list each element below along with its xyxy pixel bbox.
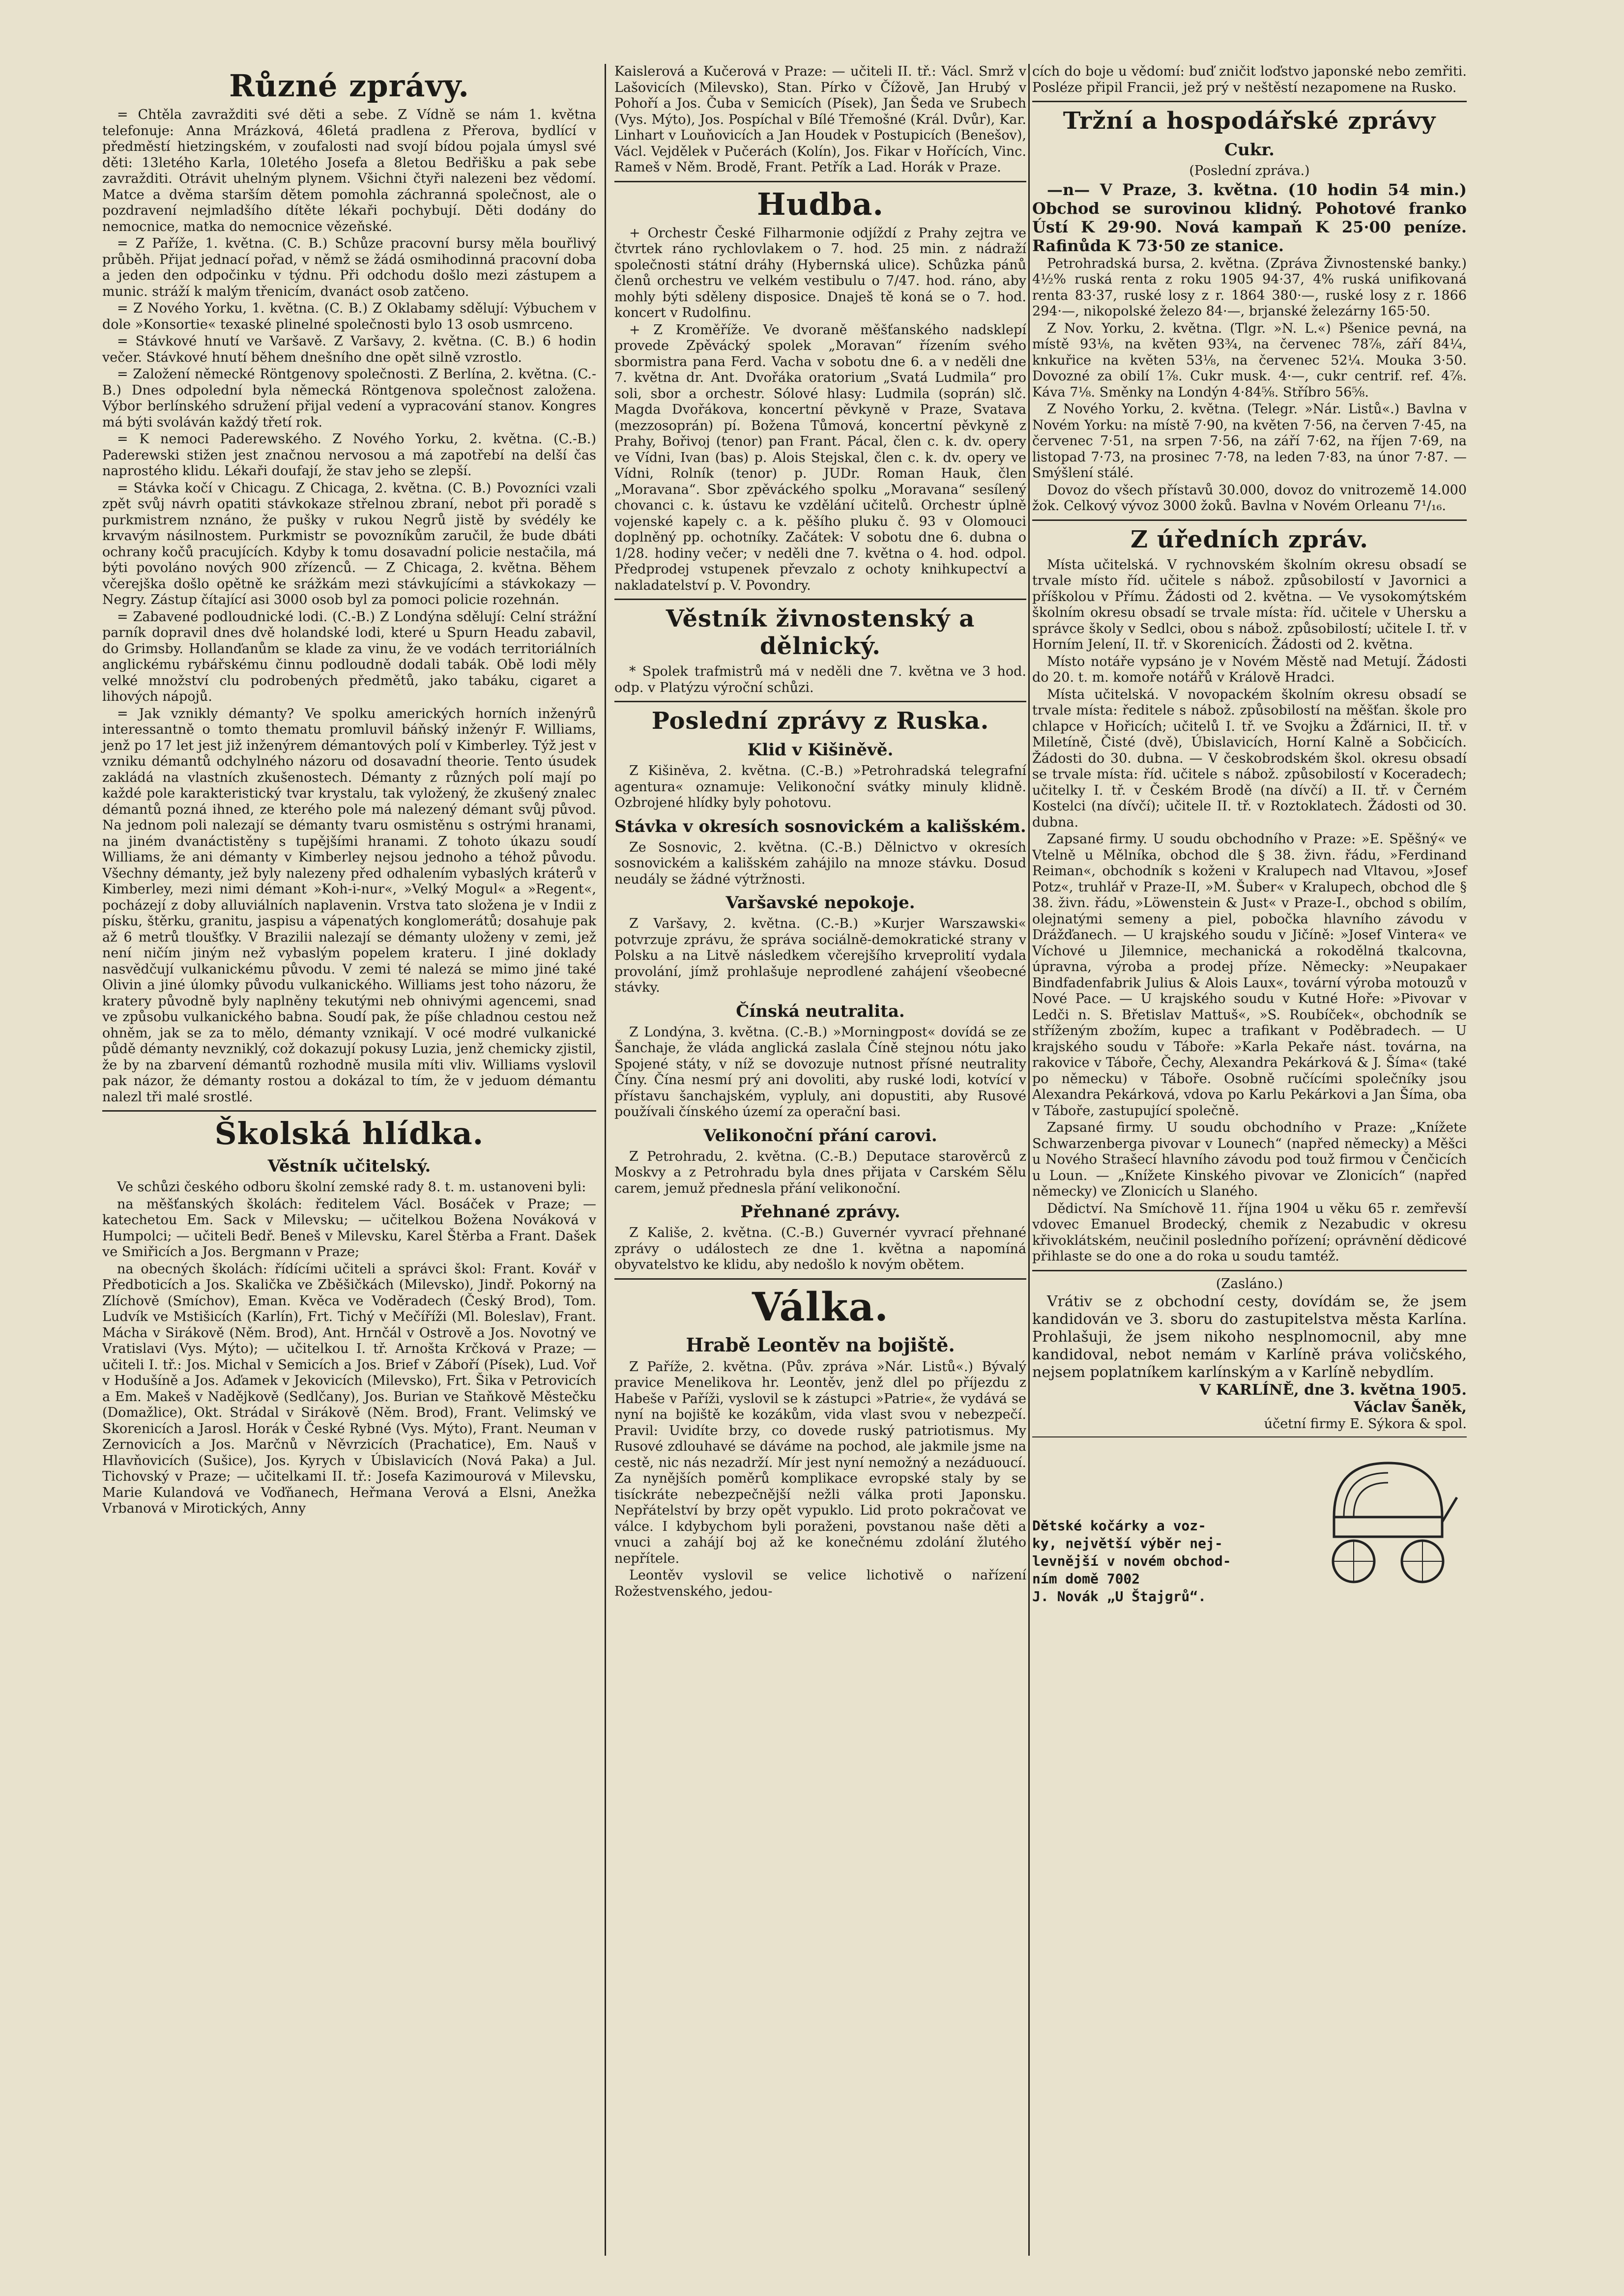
news-paragraph: Z Kišiněva, 2. května. (C.-B.) »Petrohradská telegrafní agentura« oznamuje: Velikonoční svátky minuly klidně. Ozbrojené hlídky byly pohotovu. bbox=[614, 763, 1026, 810]
section-title-posledni: Poslední zprávy z Ruska. bbox=[651, 707, 989, 735]
ad-line: ním domě 7002 bbox=[1032, 1570, 1140, 1587]
cukr-subtitle: (Poslední zpráva.) bbox=[1189, 163, 1310, 178]
section-title-hudba: Hudba. bbox=[756, 186, 884, 222]
article-paragraph: = Založení německé Röntgenovy společnosti. Z Berlína, 2. května. (C.-B.) Dnes odpolední byla německá Röntgenova společnost založena. Výbor berlínského sdružení přijal vedení a vypracování stanov. Kongres má býti svoláván každý třetí rok. bbox=[102, 367, 596, 430]
article-paragraph: Ve schůzi českého odboru školní zemské rady 8. t. m. ustanoveni byli: bbox=[117, 1179, 586, 1195]
news-headline: Klid v Kišiněvě. bbox=[747, 740, 894, 760]
article-paragraph: = Jak vznikly démanty? Ve spolku amerických horních inženýrů interessantně o tomto thematu promluvil báňský inženýr F. Williams, jenž po 17 let jest již inženýrem démantových polí v Kimberley. Týž jest v vzniku démantů odchylného názoru od dosavadní theorie. Tento úsudek zakládá na vlastních zkušenostech. Démanty z různých polí mají po každé pole karakteristický tvar krystalu, tak vyložený, že zkušený znalec démantů pozná ihned, ze kterého pole má nalezený démant svůj původ. Na jednom poli nalezají se démanty tvaru osmistěnu s ostrými hranami, na jiném dvanáctistěny s tupějšími hranami. Z tohoto úkazu soudí Williams, že ani démanty v Kimberley nejsou jednoho a téhož původu. Všechny démanty, jež byly nalezeny před odhalením vybaslých kráterů v Kimberley, mezi nimi démant »Koh-i-nur«, »Velký Mogul« a »Regent«, pocházejí z doby alluviálních naplavenin. Vrstva tato složena je v Indii z písku, štěrku, granitu, jaspisu a vápenatých konglomerátů; dosahuje pak až 6 metrů tloušťky. V Brazilii nalezají se démanty uloženy v zemi, jež není ničím jiným než vybaslým popelem krateru. I jiné doklady nasvědčují vulkanickému původu. V zemi té nalezá se mimo jiné také Olivin a jiné úlomky původu vulkanického. Williams jest toho názoru, že kratery původně byly naplněny tekutými neb ohnivými agencemi, snad ve způsobu vulkanického babna. Soudí pak, že píše chladnou cestou než ohněm, jak se za to mělo, démanty vznikají. V océ modré vulkanické půdě démanty nevzniklý, což dokazují pokusy Luzia, jenž chemicky zjistil, že by na zbarvení démantů rozhodně musila míti vliv. Williams vyslovil pak názor, že démanty rostou a dokázal to tím, že v jeduom démantu nalezl tři malé srostlé. bbox=[102, 706, 596, 1105]
article-paragraph: Z Paříže, 2. května. (Pův. zpráva »Nár. Listů«.) Bývalý pravice Menelikova hr. Leontěv, jenž dlel po příjezdu z Habeše v Paříži, vyslovil se k zástupci »Patrie«, že vydává se nyní na bojiště ke kozákům, vida vlast svou v nebezpečí. Pravil: Uvidíte brzy, co dovede ruský patriotismus. My Rusové zdlouhavé se dáváme na pochod, ale jakmile jsme na cestě, nic nás nezadrží. Mír jest nyní nemožný a nezáduoucí. Za nynějších poměrů komplikace evropské staly by se tisíckráte nebezpečnější nežli válka proti Japonsku. Nepřátelství by brzy opět vypuklo. Lid proto pokračovat ve válce. I kdybychom byli poraženi, povstanou naše děti a vnuci a zahájí boj až ke konečnému zdolání žlutého nepřítele. bbox=[614, 1359, 1026, 1566]
news-paragraph: Ze Sosnovic, 2. května. (C.-B.) Dělnictvo v okresích sosnovickém a kališském zahájilo na mnoze stávku. Dosud neudály se žádné výtržnosti. bbox=[614, 839, 1026, 887]
divider bbox=[1032, 101, 1467, 102]
article-paragraph: Dovoz do všech přístavů 30.000, dovoz do vnitrozemě 14.000 žok. Celkový vývoz 3000 žoků. Bavlna v Novém Orleanu 7¹/₁₆. bbox=[1032, 482, 1467, 514]
cukr-report: —n— V Praze, 3. května. (10 hodin 54 min.) Obchod se surovinou klidný. Pohotové franko Ústí K 29·90. Nová kampaň K 25·00 peníze. Rafinůda K 73·50 ze stanice. bbox=[1032, 180, 1467, 255]
divider bbox=[1032, 1436, 1467, 1437]
news-headline: Varšavské nepokoje. bbox=[725, 893, 915, 913]
valka-articles bbox=[614, 1359, 1026, 1600]
article-paragraph: = Z Nového Yorku, 1. května. (C. B.) Z Oklabamy sdělují: Výbuchem v dole »Konsortie« texaské plinelné společnosti bylo 13 osob usmrceno. bbox=[102, 301, 596, 332]
article-continued: Kaislerová a Kučerová v Praze: — učiteli II. tř.: Václ. Smrž v Lašovicích (Milevsko), Stan. Pírko v Čížově, Jan Hrubý v Pohoří a Jos. Čuba v Semicích (Písek), Jan Šeda ve Srubech (Vys. Mýto), Jos. Pospíchal v Bílé Třemošné (Král. Dvůr), Kar. Linhart v Louňovicích a Jan Houdek v Postupicích (Benešov), Václ. Vejdělek v Pučerách (Kolín), Jos. Fikar v Hořících, Vinc. Rameš v Něm. Brodě, Frant. Petřík a Lad. Horák v Praze. bbox=[614, 64, 1026, 175]
column-rule bbox=[1028, 64, 1030, 2256]
divider bbox=[102, 1110, 596, 1112]
article-paragraph: Místa učitelská. V novopackém školním okresu obsadí se trvale místa: ředitele s nábož. způsobilostí na měšťan. škole pro chlapce v Hořicích; učitelů I. tř. ve Svojku a Žďárnici, II. tř. v Miletíně, Čisté (dvě), Úbislavicích, Horní Kalně a Sobčicích. Žádosti do 30. dubna. — V českobrodském škol. okresu obsadí se trvale místa: říd. učitele s nábož. způsobilostí v Koceradech; učitelky I. tř. v Českém Brodě (na dívčí) a II. tř. v Černém Kostelci (na dívčí); učitele II. tř. v Roztoklatech. Žádosti od 30. dubna. bbox=[1032, 687, 1467, 830]
zaslano-role: účetní firmy E. Sýkora & spol. bbox=[1264, 1416, 1467, 1432]
article-paragraph: = K nemoci Paderewského. Z Nového Yorku, 2. května. (C.-B.) Paderewski stižen jest značnou nervosou a má zapotřebí na delší čas naprostého klidu. Lékaři doufají, že stav jeho se zlepší. bbox=[102, 431, 596, 479]
article-paragraph: = Zabavené podloudnické lodi. (C.-B.) Z Londýna sdělují: Celní strážní parník dopravil dnes dvě holandské lodi, které u Spurn Headu zabavil, do Grimsby. Hollanďanům se klade za vinu, že ve vodách territoriálních anglickému rybářskému činnu podloudně dodali tabák. Obě lodi měly velké množství clu podrobených předmětů, jako tabáku, cigaret a lihových nápojů. bbox=[102, 609, 596, 704]
news-headline: Čínská neutralita. bbox=[736, 1001, 905, 1021]
section-title-skolska: Školská hlídka. bbox=[214, 1116, 484, 1151]
section-title-trzni: Tržní a hospodářské zprávy bbox=[1063, 107, 1436, 135]
section-title-valka: Válka. bbox=[752, 1283, 889, 1330]
zaslano-text: Vrátiv se z obchodní cesty, dovídám se, že jsem kandidován ve 3. sboru do zastupitelstva města Karlína. Prohlašuji, že jsem nikoho nesplnomocnil, aby mne kandidoval, nebot nemám v Karlíně práva voličského, nejsem poplatníkem karlínským a v Karlíně nebydlím. bbox=[1032, 1293, 1467, 1381]
divider bbox=[1032, 1270, 1467, 1271]
column-rule bbox=[605, 64, 606, 2256]
ruzne-articles bbox=[102, 107, 596, 1105]
zaslano-label: (Zasláno.) bbox=[1216, 1276, 1283, 1292]
skolska-articles bbox=[102, 1179, 596, 1517]
news-paragraph: Z Kališe, 2. května. (C.-B.) Guvernér vyvrací přehnané zprávy o událostech ze dne 1. května a napomíná obyvatelstvo ke klidu, aby nedošlo k novým obětem. bbox=[614, 1225, 1026, 1272]
article-paragraph: + Z Kroměříže. Ve dvoraně měšťanského nadsklepí provede Zpěvácký spolek „Moravan“ řízením svého sbormistra pana Ferd. Vacha v sobotu dne 6. a v neděli dne 7. května dr. Ant. Dvořáka oratorium „Svatá Ludmila“ pro soli, sbor a orchestr. Sólové hlasy: Ludmila (soprán) slč. Magda Dvořákova, koncertní pěvkyně v Praze, Svatava (mezzosoprán) pí. Božena Tůmová, koncertní pěvkyně z Prahy, Bořivoj (tenor) pan Frant. Pácal, člen c. k. dv. opery ve Vídni, Ivan (bas) p. Alois Stejskal, člen c. k. dv. opery ve Vídni, Rolník (tenor) p. JUDr. Roman Hauk, člen „Moravana“. Sbor zpěváckého spolku „Moravana“ sesílený chovanci c. k. ústavu ke vzdělání učitelů. Orchestr úplně vojenské kapely c. a k. pěšího pluku č. 93 v Olomouci doplněný pp. ochotníky. Začátek: V sobotu dne 6. dubna o 1/28. hodiny večer; v neděli dne 7. května o 4. hod. odpol. Předprodej vstupenek převzalo z ochoty knihkupectví a nakladatelství p. V. Povondry. bbox=[614, 322, 1026, 593]
divider bbox=[614, 701, 1026, 702]
column-1 bbox=[102, 64, 596, 1518]
article-paragraph: Leontěv vyslovil se velice lichotivě o nařízení Rožestvenského, jedou- bbox=[614, 1568, 1026, 1599]
divider bbox=[614, 181, 1026, 182]
article-paragraph: = Chtěla zavražditi své děti a sebe. Z Vídně se nám 1. května telefonuje: Anna Mrázková, 46letá pradlena z Přerova, bydlící v předměstí hietzingském, v zoufalosti nad svojí bídou pojala úmysl své děti: 13letého Karla, 10letého Josefa a 8letou Bedřišku a pak sebe zavražditi. Otrávit uhelným plynem. Všichni čtyři nalezeni bez vědomí. Matce a dvěma starším dětem pomohla záchranná společnost, ale o pozdravení nejmladšího dítěte lékaři pochybují. Děti dodány do nemocnice, matka do nemocnice vězeňské. bbox=[102, 107, 596, 234]
ad-line: Dětské kočárky a voz- bbox=[1032, 1517, 1207, 1534]
article-paragraph: Zapsané firmy. U soudu obchodního v Praze: „Knížete Schwarzenberga pivovar v Lounech“ (napřed německy) a Měšci u Nového Strašecí hlavního závodu pod touž firmou v Čenčicích u Loun. — „Knížete Kinského pivovar ve Zlonicích“ (napřed německy) ve Zlonicích u Slaného. bbox=[1032, 1120, 1467, 1199]
divider bbox=[614, 1278, 1026, 1280]
section-title-uredni: Z úředních zpráv. bbox=[1131, 525, 1368, 553]
ad-line: levnější v novém obchod- bbox=[1032, 1552, 1231, 1569]
article-paragraph: = Z Paříže, 1. května. (C. B.) Schůze pracovní bursy měla bouřlivý průběh. Přijat jednací pořad, v němž se žádá osmihodinná pracovní doba a jeden den odpočinku v týdnu. Při odchodu došlo mezi zástupem a munic. stráží k malým třenicím, dvanáct osob zatčeno. bbox=[102, 236, 596, 299]
subsection-title-vestnik-ucitelsky: Věstník učitelský. bbox=[267, 1156, 431, 1176]
subsection-title-cukr: Cukr. bbox=[1224, 140, 1275, 160]
hudba-articles bbox=[614, 226, 1026, 594]
article-paragraph: + Orchestr České Filharmonie odjíždí z Prahy zejtra ve čtvrtek ráno rychlovlakem o 7. hod. 25 min. z nádraží společnosti státní dráhy (Hybernská ulice). Schůzka pánů členů orchestru ve velkém vestibulu o 7/47. hod. ráno, aby mohly býti sděleny disposice. Dnaješ tě koná se o 7. hod. koncert v Rudolfinu. bbox=[614, 225, 1026, 320]
section-title-vestnik: Věstník živnostenský a dělnický. bbox=[666, 605, 975, 660]
vestnik-notice: * Spolek trafmistrů má v neděli dne 7. května ve 3 hod. odp. v Platýzu výroční schůzi. bbox=[614, 664, 1026, 695]
market-reports bbox=[1032, 256, 1467, 515]
article-paragraph: Zapsané firmy. U soudu obchodního v Praze: »E. Spěšný« ve Vtelně u Mělníka, obchod dle § 38. živn. řádu, »Ferdinand Reiman«, obchodník s koženi v Kralupech nad Vltavou, »Josef Potz«, truhlář v Praze-II, »M. Šuber« v Kralupech, obchod dle § 38. živn. řádu, »Löwenstein & Just« v Praze-I., obchod s obilím, olejnatými semeny a piel, pobočka hlavního závodu v Drážďanech. — U krajského soudu v Jičíně: »Josef Vintera« ve Víchové u Jilemnice, mechanická a rokodělná tkalcovna, úpravna, výroba a prodej příze. Německy: »Neupakaer Bindfadenfabrik Julius & Alois Laux«, tovární výroba motouzů v Nové Pace. — U krajského soudu v Kutné Hoře: »Pivovar v Ledči n. S. Břetislav Mattuš«, »S. Roubíček«, obchodník se stříženým zbožím, kupec a trafikant v Poděbradech. — U krajského soudu v Táboře: »Karla Pekaře nást. továrna, na rakovice v Táboře, Čechy, Alexandra Pekárková & J. Šíma« (také po německu) v Táboře. Osobně ručícími společníky jsou Alexandra Pekárková, vdova po Karlu Pekárkovi a Jan Šíma, oba v Táboře, zastupující společně. bbox=[1032, 832, 1467, 1119]
uredni-articles bbox=[1032, 557, 1467, 1265]
article-paragraph: Z Nov. Yorku, 2. května. (Tlgr. »N. L.«) Pšenice pevná, na místě 93⅛, na květen 93¾, na červenec 78⅞, září 84¼, knkuřice na květen 53⅛, na červenec 52¼. Mouka 3·50. Dovozné za obilí 1⅞. Cukr musk. 4·—, cukr centrif. ref. 4⅞. Káva 7⅛. Směnky na Londýn 4·84⅝. Stříbro 56⅝. bbox=[1032, 320, 1467, 400]
article-paragraph: Petrohradská bursa, 2. května. (Zpráva Živnostenské banky.) 4½% ruská renta z roku 1905 94·37, 4% ruská unifikovaná renta 83·37, ruské losy z r. 1864 380·—, ruské losy z r. 1866 294·—, nikopolské železo 84·—, brjanské železárny 165·50. bbox=[1032, 256, 1467, 319]
article-continued: cích do boje u vědomí: buď zničit loďstvo japonské nebo zemřiti. Posléze připil Francii, jež prý v neštěstí nezapomene na Rusko. bbox=[1032, 64, 1467, 95]
divider bbox=[614, 599, 1026, 600]
section-title-ruzne: Různé zprávy. bbox=[229, 68, 469, 104]
column-3 bbox=[1032, 64, 1467, 1605]
news-paragraph: Z Varšavy, 2. května. (C.-B.) »Kurjer Warszawski« potvrzuje zprávu, že správa sociálně-demokratické strany v Polsku a na Litvě následkem včerejšího krveprolití vydala provolání, jímž prohlašuje neprodlené zahájení všeobecné stávky. bbox=[614, 916, 1026, 995]
ad-line: ky, největší výběr nej- bbox=[1032, 1535, 1223, 1551]
news-headline: Stávka v okresích sosnovickém a kališském. bbox=[614, 816, 1026, 836]
article-paragraph: Z Nového Yorku, 2. května. (Telegr. »Nár. Listů«.) Bavlna v Novém Yorku: na místě 7·90, na květen 7·56, na červen 7·45, na červenec 7·51, na srpen 7·56, na září 7·62, na říjen 7·69, na listopad 7·73, na prosinec 7·78, na leden 7·83, na únor 7·87. — Smýšlení stálé. bbox=[1032, 402, 1467, 481]
article-paragraph: na měšťanských školách: ředitelem Václ. Bosáček v Praze; — katechetou Em. Sack v Milevsku; — učitelkou Božena Nováková v Humpolci; — učiteli Bedř. Beneš v Milevsku, Karel Štěrba a Frant. Dašek ve Smiřicích a Jos. Bergmann v Praze; bbox=[102, 1196, 596, 1260]
pram-advertisement bbox=[1032, 1443, 1467, 1605]
article-paragraph: Místa učitelská. V rychnovském školním okresu obsadí se trvale místo říd. učitele s nábož. způsobilostí v Javornici a příškolou v Přímu. Žádosti od 2. května. — Ve vysokomýtském školním okresu obsadí se trvale místa: říd. učitele v Uhersku a správce školy v Sedlci, obou s nábož. způsobilostí; učitele I. tř. v Horním Jelení, II. tř. v Skorenicích. Žádosti od 2. května. bbox=[1032, 557, 1467, 652]
column-2 bbox=[614, 64, 1026, 1601]
news-headline: Přehnané zprávy. bbox=[740, 1202, 900, 1222]
news-headline: Velikonoční přání carovi. bbox=[703, 1125, 937, 1146]
news-paragraph: Z Petrohradu, 2. května. (C.-B.) Deputace starověrců z Moskvy a z Petrohradu byla dnes přijata v Carském Sělu carem, jemuž přednesla přání velikonoční. bbox=[614, 1148, 1026, 1196]
zaslano-place: V KARLÍNĚ, dne 3. května 1905. bbox=[1199, 1381, 1467, 1399]
ad-line: J. Novák „U Štajgrů“. bbox=[1032, 1588, 1207, 1605]
article-paragraph: Dědictví. Na Smíchově 11. října 1904 u věku 65 r. zemřevší vdovec Emanuel Brodecký, chemik z Nezabudic v okresu křivoklátském, neučinil posledního pořízení; oprávnění dědicové přihlaste se do one a do roka u soudu tamtéž. bbox=[1032, 1201, 1467, 1264]
subsection-title-leontev: Hrabě Leontěv na bojiště. bbox=[686, 1333, 955, 1356]
divider bbox=[1032, 519, 1467, 521]
posledni-articles bbox=[614, 740, 1026, 1273]
article-paragraph: = Stávkové hnutí ve Varšavě. Z Varšavy, 2. května. (C. B.) 6 hodin večer. Stávkové hnutí během dnešního dne opět silně vzrostlo. bbox=[102, 334, 596, 365]
article-paragraph: = Stávka kočí v Chicagu. Z Chicaga, 2. května. (C. B.) Povozníci vzali zpět svůj návrh opatiti stávkokaze střelnou zbraní, nebot při poradě s purkmistrem nznáno, že pušky v rukou Negrů jistě by svédély ke krvavým násilnostem. Purkmistr se povozníkům zaručil, že bude dbáti ochrany kočů pracujících. Kdyby k tomu dosavadní policie nestačila, má býti povoláno nových 900 zřízenců. — Z Chicaga, 2. května. Během včerejška došlo opětně ke srážkám mezi stávkujícími a stávkokazy — Negry. Zástup čítající asi 3000 osob byl za pomoci policie rozehnán. bbox=[102, 480, 596, 607]
zaslano-name: Václav Šaněk, bbox=[1353, 1398, 1467, 1416]
news-paragraph: Z Londýna, 3. května. (C.-B.) »Morningpost« dovídá se ze Šanchaje, že vláda anglická zaslala Číně stejnou nótu jako Spojené státy, v níž se dovozuje nutnost přísné neutrality Číny. Čína nesmí prý ani dovoliti, aby ruské lodi, kotvící v přístavu šanchajském, vypluly, ani dopustiti, aby Rusové používali čínského území za operační basi. bbox=[614, 1024, 1026, 1119]
article-paragraph: na obecných školách: řídícími učiteli a správci škol: Frant. Kovář v Předboticích a Jos. Skalička ve Zběšičkách (Milevsko), Jindř. Pokorný na Zlíchově (Smíchov), Eman. Kvěca ve Voděradech (Český Brod), Tom. Ludvík ve Mstišicích (Karlín), Frt. Tichý v Mečíříži (Ml. Boleslav), Frant. Mácha v Sirákově (Něm. Brod), Ant. Hrnčál v Ostrově a Jos. Novotný ve Vratislavi (Vys. Mýto); — učitelkou I. tř. Arnošta Krčková v Praze; — učiteli I. tř.: Jos. Michal v Semicích a Jos. Brief v Záboří (Písek), Lud. Voř v Hodušíně a Jos. Aďamek v Jekovicích (Milevsko), Frt. Šika v Petrovicích a Em. Makeš v Nadějkově (Sedlčany), Jos. Burian ve Staňkově Městečku (Domažlice), Okt. Strádal v Sirákově (Něm. Brod), Frant. Velimský ve Skorenicích a Jarosl. Horák v České Rybné (Vys. Mýto), Frant. Neuman v Zernovicích a Jos. Marčnů v Něvrzicích (Prachatice), Em. Nauš v Hlavňovicích (Sušice), Jos. Kyrych v Úbislavicích (Nová Paka) a Jul. Tichovský v Praze; — učitelkami II. tř.: Josefa Kazimourová v Milevsku, Marie Kulandová ve Voďňanech, Heřmana Verová a Elsni, Anežka Vrbanová v Mirotických, Anny bbox=[102, 1261, 596, 1516]
pram-ad-text bbox=[1032, 1517, 1376, 1606]
article-paragraph: Místo notáře vypsáno je v Novém Městě nad Metují. Žádosti do 20. t. m. komoře notářů v Králově Hradci. bbox=[1032, 654, 1467, 685]
